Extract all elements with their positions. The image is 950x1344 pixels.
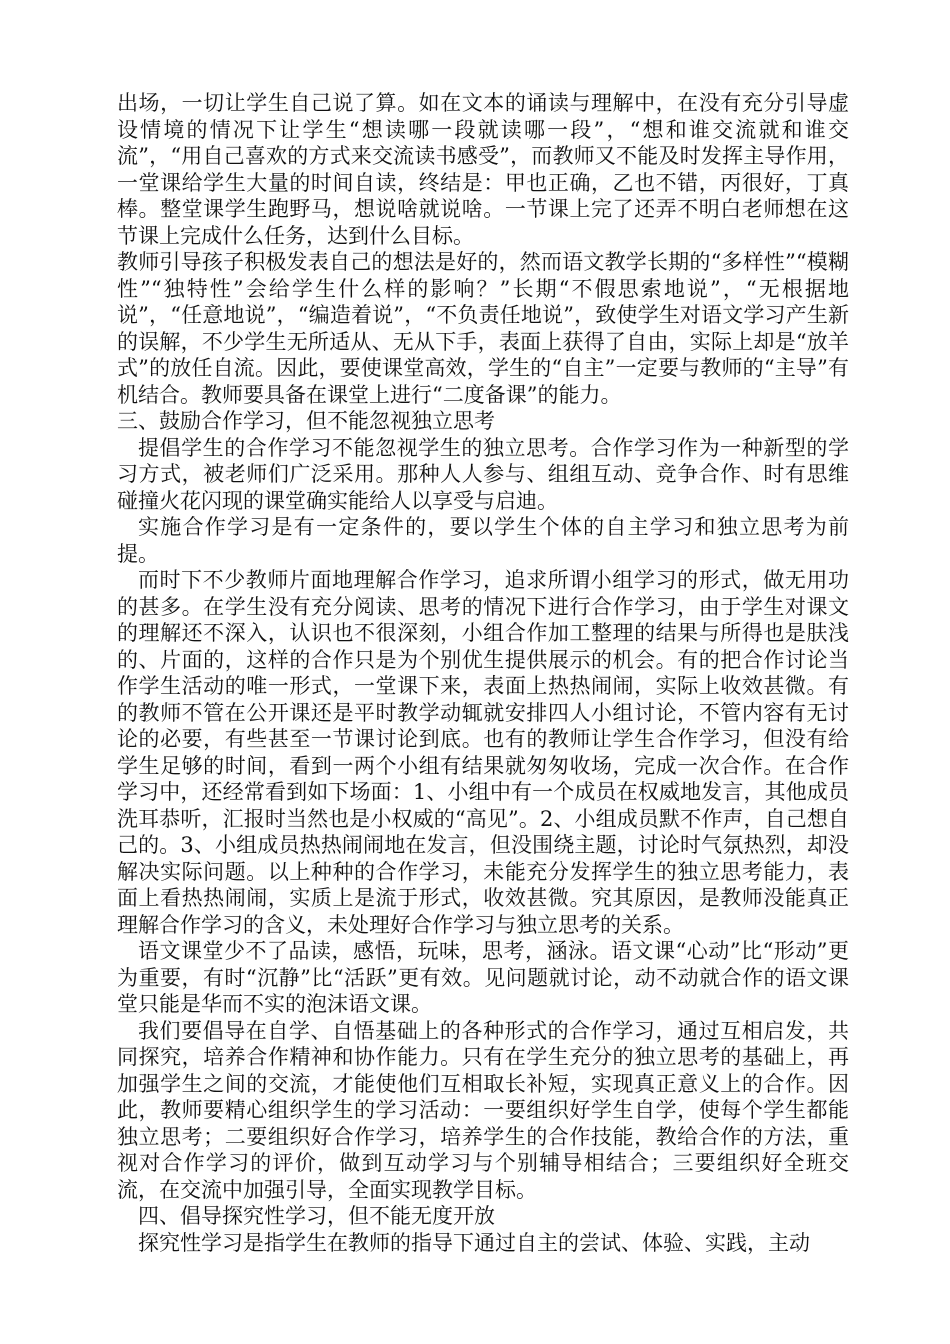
section-heading-3: 三、鼓励合作学习，但不能忽视独立思考: [117, 409, 495, 433]
paragraph-cooperative-conditions: 实施合作学习是有一定条件的，要以学生个体的自主学习和独立思考为前提。: [117, 515, 849, 566]
section-heading-4: 四、倡导探究性学习，但不能无度开放: [138, 1204, 495, 1228]
paragraph-cooperative-intro: 提倡学生的合作学习不能忽视学生的独立思考。合作学习作为一种新型的学习方式，被老师们广泛采用。那种人人参与、组组互动、竞争合作、时有思维碰撞火花闪现的课堂确实能给人以享受与启迪。: [117, 435, 849, 513]
paragraph-advocacy: 我们要倡导在自学、自悟基础上的各种形式的合作学习，通过互相启发，共同探究，培养合作精神和协作能力。只有在学生充分的独立思考的基础上，再加强学生之间的交流，才能使他们互相取长补短，实现真正意义上的合作。因此，教师要精心组织学生的学习活动：一要组织好学生自学，使每个学生都能独立思考；二要组织好合作学习，培养学生的合作技能，教给合作的方法，重视对合作学习的评价，做到互动学习与个别辅导相结合；三要组织好全班交流，在交流中加强引导，全面实现教学目标。: [117, 1018, 849, 1202]
document-body: [117, 90, 849, 1256]
paragraph-teacher-guidance: 教师引导孩子积极发表自己的想法是好的，然而语文教学长期的“多样性”“模糊性”“独特性”会给学生什么样的影响？”长期“不假思索地说”，“无根据地说”，“任意地说”，“编造着说”，“不负责任地说”，致使学生对语文学习产生新的误解，不少学生无所适从、无从下手，表面上获得了自由，实际上却是“放羊式”的放任自流。因此，要使课堂高效，学生的“自主”一定要与教师的“主导”有机结合。教师要具备在课堂上进行“二度备课”的能力。: [117, 250, 849, 407]
paragraph-cooperative-problems: 而时下不少教师片面地理解合作学习，追求所谓小组学习的形式，做无用功的甚多。在学生没有充分阅读、思考的情况下进行合作学习，由于学生对课文的理解还不深入，认识也不很深刻，小组合作加工整理的结果与所得也是肤浅的、片面的，这样的合作只是为个别优生提供展示的机会。有的把合作讨论当作学生活动的唯一形式，一堂课下来，表面上热热闹闹，实际上收效甚微。有的教师不管在公开课还是平时教学动辄就安排四人小组讨论，不管内容有无讨论的必要，有些甚至一节课讨论到底。也有的教师让学生合作学习，但没有给学生足够的时间，看到一两个小组有结果就匆匆收场，完成一次合作。在合作学习中，还经常看到如下场面：1、小组中有一个成员在权威地发言，其他成员洗耳恭听，汇报时当然也是小权威的“高见”。2、小组成员默不作声，自己想自己的。3、小组成员热热闹闹地在发言，但没围绕主题，讨论时气氛热烈，却没解决实际问题。以上种种的合作学习，未能充分发挥学生的独立思考能力，表面上看热热闹闹，实质上是流于形式，收效甚微。究其原因，是教师没能真正理解合作学习的含义，未处理好合作学习与独立思考的关系。: [117, 568, 849, 937]
paragraph-continuation: 出场，一切让学生自己说了算。如在文本的诵读与理解中，在没有充分引导虚设情境的情况下让学生“想读哪一段就读哪一段”，“想和谁交流就和谁交流”，“用自己喜欢的方式来交流读书感受”，而教师又不能及时发挥主导作用，一堂课给学生大量的时间自读，终结是：甲也正确，乙也不错，丙很好，丁真棒。整堂课学生跑野马，想说啥就说啥。一节课上完了还弄不明白老师想在这节课上完成什么任务，达到什么目标。: [117, 91, 849, 248]
paragraph-chinese-class: 语文课堂少不了品读，感悟，玩味，思考，涵泳。语文课“心动”比“形动”更为重要，有时“沉静”比“活跃”更有效。见问题就讨论，动不动就合作的语文课堂只能是华而不实的泡沫语文课。: [117, 939, 849, 1016]
paragraph-inquiry-intro: 探究性学习是指学生在教师的指导下通过自主的尝试、体验、实践，主动: [138, 1230, 810, 1255]
